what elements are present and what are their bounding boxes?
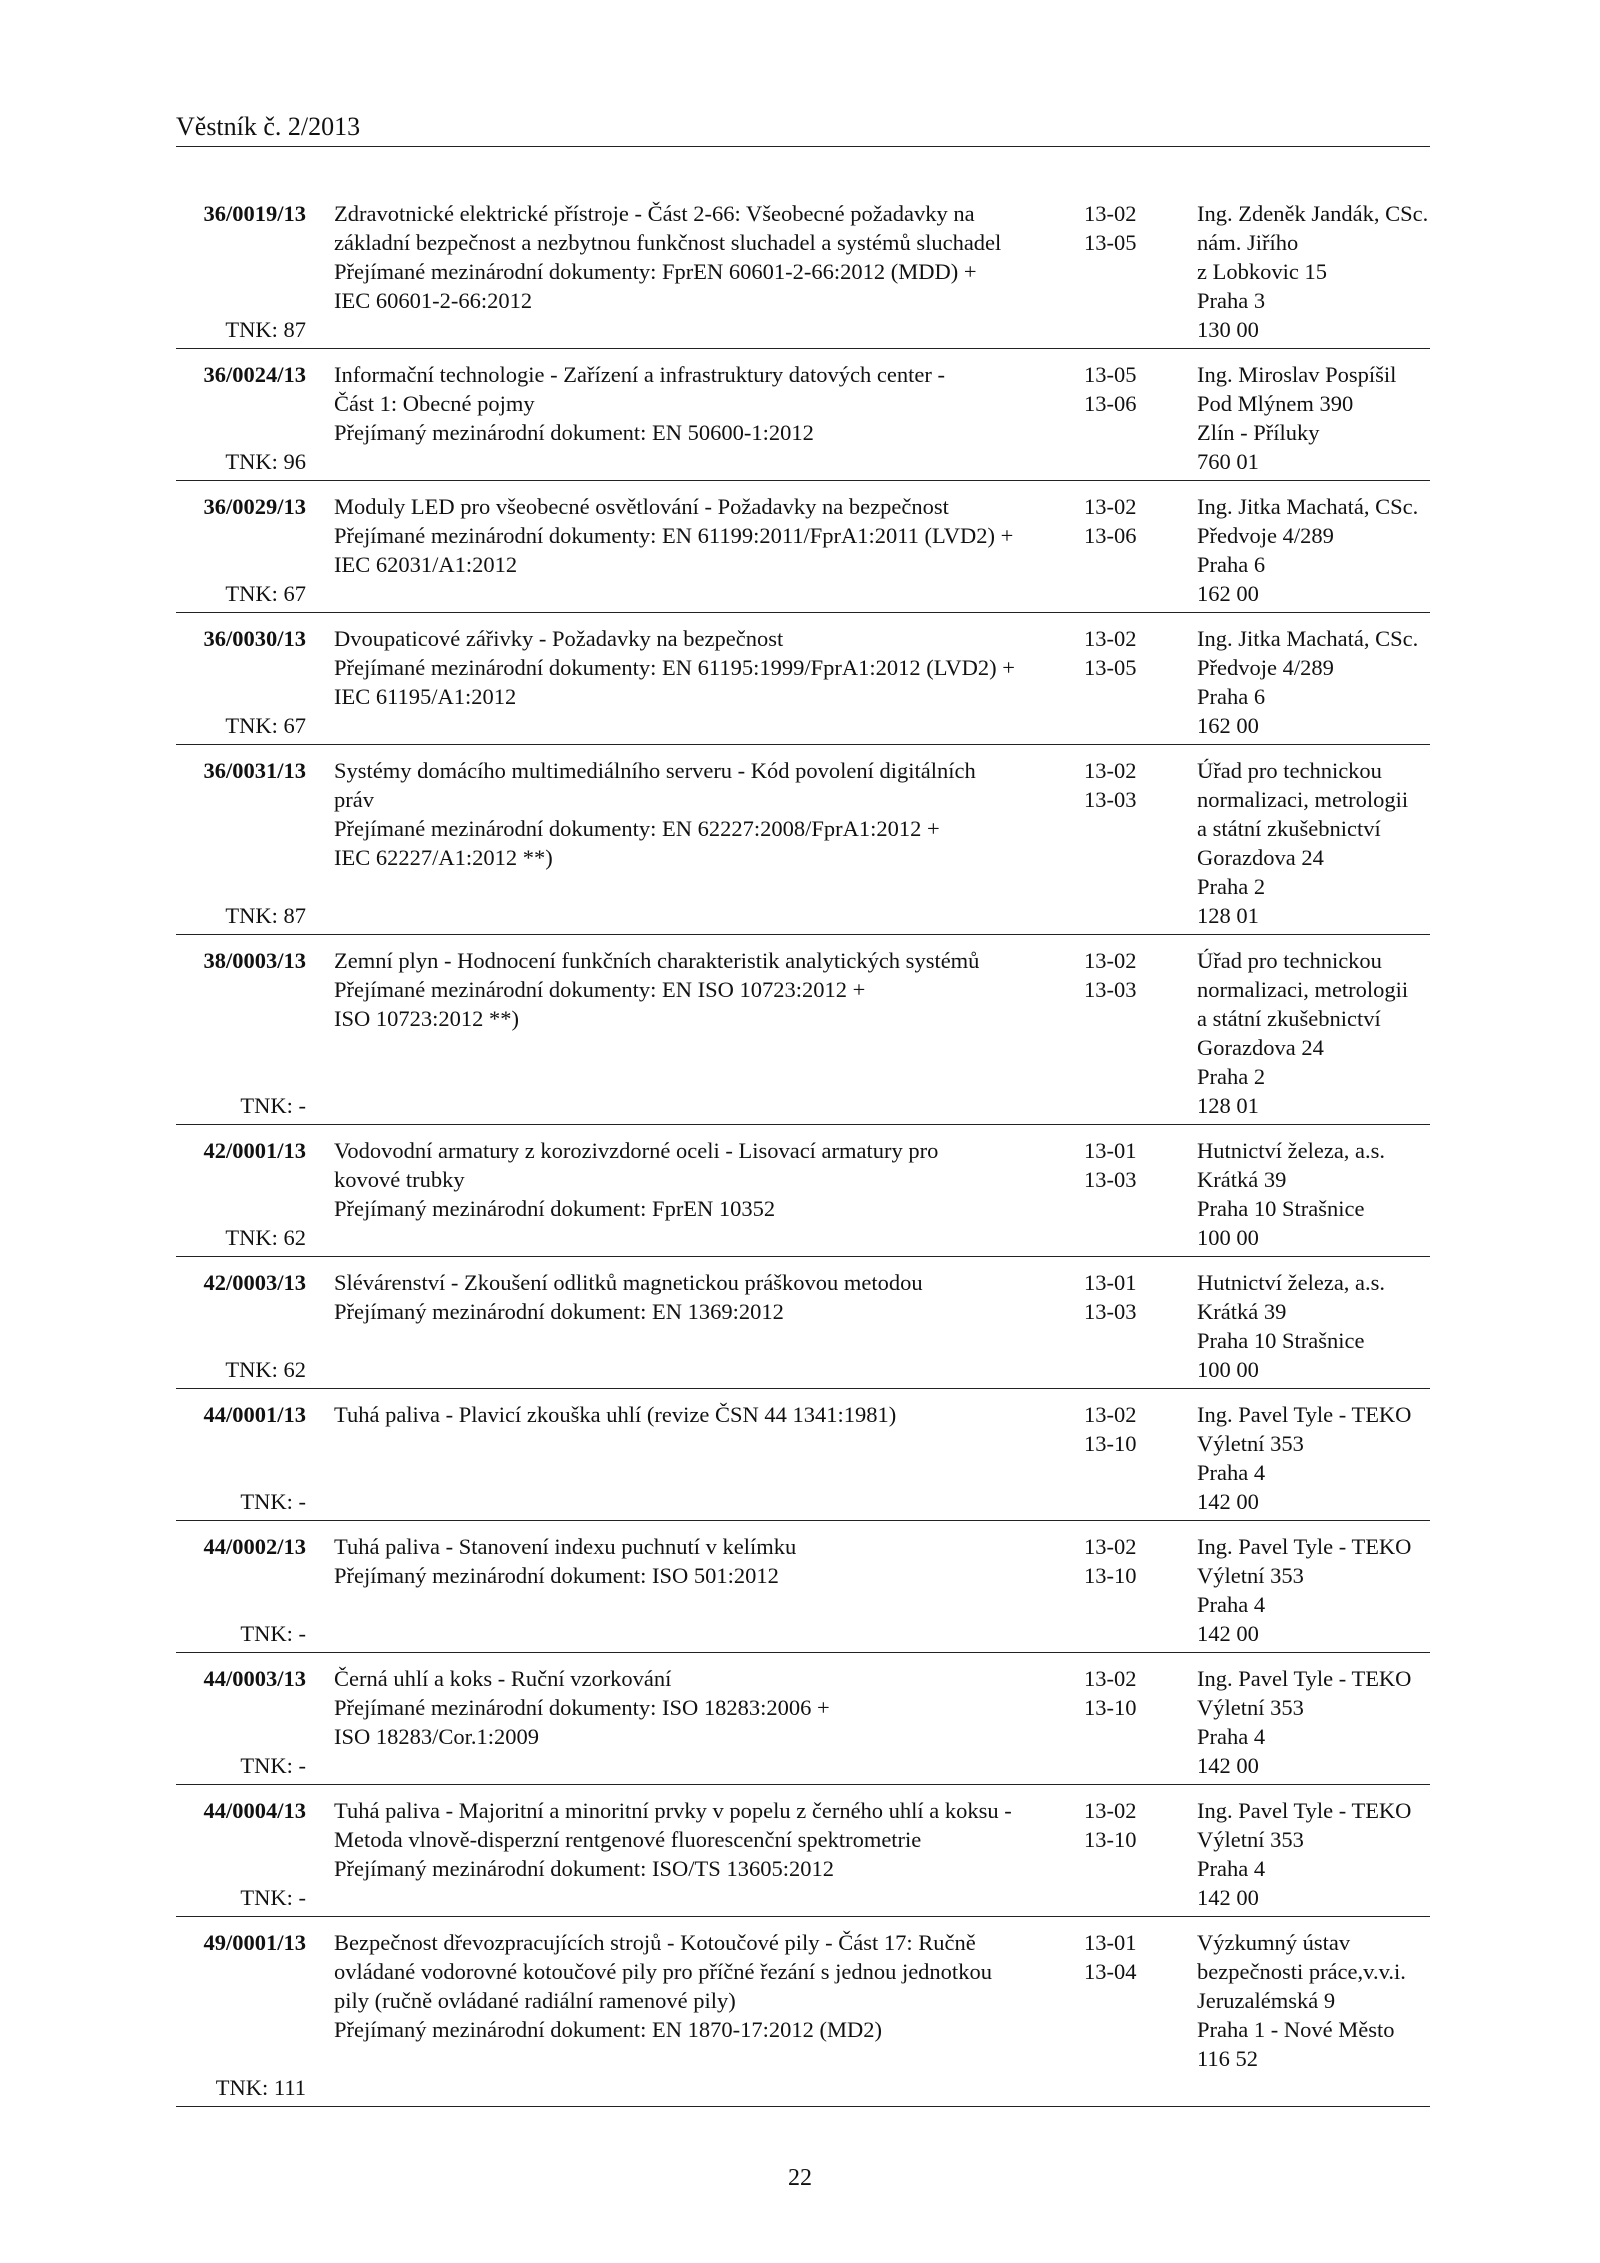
description-line: [334, 2044, 1234, 2073]
contact-line: Praha 2: [1197, 874, 1266, 899]
description-line: základní bezpečnost a nezbytnou funkčnost sluchadel a systémů sluchadel: [334, 230, 1002, 255]
contact-line: Výletní 353: [1197, 1563, 1304, 1588]
entry-codes: [1084, 1664, 1164, 1722]
contact-line: 100 00: [1197, 1225, 1259, 1250]
contact-line: Ing. Jitka Machatá, CSc.: [1197, 626, 1419, 651]
description-line: [334, 901, 1234, 930]
contact-line: Ing. Pavel Tyle - TEKO: [1197, 1666, 1412, 1691]
contact-line: Ing. Jitka Machatá, CSc.: [1197, 494, 1419, 519]
entry-tnk: TNK: -: [240, 1621, 306, 1646]
contact-line: Ing. Zdeněk Jandák, CSc.: [1197, 201, 1429, 226]
standard-entry: [176, 1793, 1430, 1917]
standard-entry: [176, 621, 1430, 745]
entry-tnk: TNK: 87: [225, 317, 306, 342]
contact-line: nám. Jiřího: [1197, 230, 1299, 255]
description-line: [334, 711, 1234, 740]
description-line: Slévárenství - Zkoušení odlitků magnetickou práškovou metodou: [334, 1270, 923, 1295]
classification-code: 13-10: [1084, 1563, 1137, 1588]
description-line: [334, 872, 1234, 901]
classification-code: 13-02: [1084, 1666, 1137, 1691]
standard-entry: [176, 1397, 1430, 1521]
entry-id-column: [176, 1136, 306, 1252]
description-line: [334, 2073, 1234, 2102]
description-line: [334, 447, 1234, 476]
description-line: pily (ručně ovládané radiální ramenové pily): [334, 1988, 736, 2013]
description-line: [334, 1091, 1234, 1120]
standard-entry: [176, 753, 1430, 935]
contact-line: Výzkumný ústav: [1197, 1930, 1351, 1955]
contact-line: normalizaci, metrologii: [1197, 977, 1409, 1002]
entry-codes: [1084, 624, 1164, 682]
contact-line: 130 00: [1197, 317, 1259, 342]
description-line: Přejímané mezinárodní dokumenty: EN 61199:2011/FprA1:2011 (LVD2) +: [334, 523, 1014, 548]
contact-line: Praha 4: [1197, 1460, 1266, 1485]
description-line: IEC 62031/A1:2012: [334, 552, 518, 577]
contact-line: Pod Mlýnem 390: [1197, 391, 1354, 416]
header-divider: [176, 146, 1430, 147]
contact-line: 100 00: [1197, 1357, 1259, 1382]
standard-entry: [176, 196, 1430, 349]
entry-number: 42/0003/13: [203, 1270, 306, 1295]
entry-id-column: [176, 1400, 306, 1516]
entry-number: 44/0004/13: [203, 1798, 306, 1823]
description-line: [334, 1458, 1234, 1487]
description-line: Část 1: Obecné pojmy: [334, 391, 535, 416]
contact-line: Výletní 353: [1197, 1431, 1304, 1456]
entry-number: 36/0031/13: [203, 758, 306, 783]
description-line: [334, 1355, 1234, 1384]
description-line: [334, 1487, 1234, 1516]
description-line: Přejímaný mezinárodní dokument: EN 50600-1:2012: [334, 420, 814, 445]
entry-id-column: [176, 1796, 306, 1912]
classification-code: 13-03: [1084, 1167, 1137, 1192]
classification-code: 13-01: [1084, 1138, 1137, 1163]
classification-code: 13-05: [1084, 362, 1137, 387]
contact-line: Praha 4: [1197, 1592, 1266, 1617]
entry-codes: [1084, 360, 1164, 418]
contact-line: Úřad pro technickou: [1197, 948, 1382, 973]
entry-id-column: [176, 199, 306, 344]
entry-contact: [1197, 1796, 1437, 1912]
contact-line: Praha 6: [1197, 552, 1266, 577]
contact-line: 162 00: [1197, 581, 1259, 606]
standard-entry: [176, 1133, 1430, 1257]
entry-codes: [1084, 199, 1164, 257]
contact-line: 162 00: [1197, 713, 1259, 738]
contact-line: 142 00: [1197, 1621, 1259, 1646]
contact-line: Výletní 353: [1197, 1827, 1304, 1852]
description-line: IEC 62227/A1:2012 **): [334, 845, 553, 870]
classification-code: 13-06: [1084, 523, 1137, 548]
contact-line: Ing. Pavel Tyle - TEKO: [1197, 1402, 1412, 1427]
entry-number: 36/0029/13: [203, 494, 306, 519]
description-line: [334, 1223, 1234, 1252]
entry-id-column: [176, 492, 306, 608]
description-line: Metoda vlnově-disperzní rentgenové fluorescenční spektrometrie: [334, 1827, 922, 1852]
entry-tnk: TNK: 62: [225, 1357, 306, 1382]
description-line: ISO 18283/Cor.1:2009: [334, 1724, 540, 1749]
entry-id-column: [176, 756, 306, 930]
classification-code: 13-04: [1084, 1959, 1137, 1984]
contact-line: Ing. Pavel Tyle - TEKO: [1197, 1534, 1412, 1559]
contact-line: z Lobkovic 15: [1197, 259, 1327, 284]
contact-line: Praha 3: [1197, 288, 1266, 313]
description-line: ISO 10723:2012 **): [334, 1006, 519, 1031]
description-line: Přejímaný mezinárodní dokument: ISO/TS 13605:2012: [334, 1856, 834, 1881]
standards-list: [176, 196, 1430, 2107]
entry-number: 36/0024/13: [203, 362, 306, 387]
entry-tnk: TNK: -: [240, 1885, 306, 1910]
description-line: Vodovodní armatury z korozivzdorné oceli - Lisovací armatury pro: [334, 1138, 939, 1163]
entry-codes: [1084, 1796, 1164, 1854]
entry-codes: [1084, 756, 1164, 814]
entry-number: 38/0003/13: [203, 948, 306, 973]
contact-line: Praha 2: [1197, 1064, 1266, 1089]
description-line: Tuhá paliva - Majoritní a minoritní prvky v popelu z černého uhlí a koksu -: [334, 1798, 1012, 1823]
entry-id-column: [176, 1268, 306, 1384]
description-line: Přejímaný mezinárodní dokument: ISO 501:2012: [334, 1563, 779, 1588]
classification-code: 13-03: [1084, 977, 1137, 1002]
description-line: [334, 1751, 1234, 1780]
entry-tnk: TNK: 67: [225, 581, 306, 606]
entry-codes: [1084, 492, 1164, 550]
contact-line: 128 01: [1197, 903, 1259, 928]
contact-line: Předvoje 4/289: [1197, 523, 1334, 548]
contact-line: Krátká 39: [1197, 1299, 1287, 1324]
entry-codes: [1084, 1532, 1164, 1590]
entry-contact: [1197, 360, 1437, 476]
contact-line: Jeruzalémská 9: [1197, 1988, 1336, 2013]
description-line: [334, 1590, 1234, 1619]
contact-line: a státní zkušebnictví: [1197, 816, 1381, 841]
classification-code: 13-05: [1084, 655, 1137, 680]
entry-tnk: TNK: 111: [215, 2075, 306, 2100]
classification-code: 13-05: [1084, 230, 1137, 255]
description-line: [334, 1033, 1234, 1062]
description-line: [334, 1619, 1234, 1648]
description-line: Přejímané mezinárodní dokumenty: ISO 18283:2006 +: [334, 1695, 830, 1720]
contact-line: Praha 1 - Nové Město: [1197, 2017, 1395, 2042]
page-number: 22: [788, 2165, 812, 2191]
classification-code: 13-02: [1084, 1402, 1137, 1427]
classification-code: 13-02: [1084, 626, 1137, 651]
description-line: Přejímaný mezinárodní dokument: EN 1369:2012: [334, 1299, 784, 1324]
description-line: [334, 1883, 1234, 1912]
description-line: Přejímané mezinárodní dokumenty: FprEN 60601-2-66:2012 (MDD) +: [334, 259, 977, 284]
contact-line: Praha 4: [1197, 1856, 1266, 1881]
entry-id-column: [176, 1928, 306, 2102]
description-line: Informační technologie - Zařízení a infrastruktury datových center -: [334, 362, 945, 387]
entry-contact: [1197, 492, 1437, 608]
description-line: Zdravotnické elektrické přístroje - Část 2-66: Všeobecné požadavky na: [334, 201, 975, 226]
contact-line: Zlín - Příluky: [1197, 420, 1320, 445]
description-line: Přejímané mezinárodní dokumenty: EN 62227:2008/FprA1:2012 +: [334, 816, 940, 841]
entry-contact: [1197, 1136, 1437, 1252]
entry-number: 49/0001/13: [203, 1930, 306, 1955]
contact-line: Hutnictví železa, a.s.: [1197, 1270, 1386, 1295]
standard-entry: [176, 1925, 1430, 2107]
contact-line: a státní zkušebnictví: [1197, 1006, 1381, 1031]
contact-line: Praha 10 Strašnice: [1197, 1328, 1365, 1353]
entry-number: 36/0030/13: [203, 626, 306, 651]
classification-code: 13-02: [1084, 494, 1137, 519]
standard-entry: [176, 357, 1430, 481]
description-line: [334, 1326, 1234, 1355]
entry-number: 44/0002/13: [203, 1534, 306, 1559]
contact-line: 760 01: [1197, 449, 1259, 474]
contact-line: Gorazdova 24: [1197, 1035, 1324, 1060]
entry-tnk: TNK: -: [240, 1093, 306, 1118]
classification-code: 13-03: [1084, 787, 1137, 812]
contact-line: 142 00: [1197, 1489, 1259, 1514]
entry-tnk: TNK: 62: [225, 1225, 306, 1250]
classification-code: 13-10: [1084, 1827, 1137, 1852]
entry-contact: [1197, 1928, 1437, 2073]
description-line: Přejímané mezinárodní dokumenty: EN ISO 10723:2012 +: [334, 977, 866, 1002]
contact-line: Praha 4: [1197, 1724, 1266, 1749]
entry-id-column: [176, 1664, 306, 1780]
contact-line: Ing. Miroslav Pospíšil: [1197, 362, 1397, 387]
entry-number: 36/0019/13: [203, 201, 306, 226]
standard-entry: [176, 489, 1430, 613]
entry-tnk: TNK: -: [240, 1489, 306, 1514]
description-line: Bezpečnost dřevozpracujících strojů - Kotoučové pily - Část 17: Ručně: [334, 1930, 976, 1955]
description-line: Přejímané mezinárodní dokumenty: EN 61195:1999/FprA1:2012 (LVD2) +: [334, 655, 1015, 680]
standard-entry: [176, 1265, 1430, 1389]
description-line: Přejímaný mezinárodní dokument: EN 1870-17:2012 (MD2): [334, 2017, 883, 2042]
entry-contact: [1197, 1664, 1437, 1780]
contact-line: 142 00: [1197, 1753, 1259, 1778]
classification-code: 13-03: [1084, 1299, 1137, 1324]
entry-tnk: TNK: 67: [225, 713, 306, 738]
description-line: IEC 61195/A1:2012: [334, 684, 517, 709]
contact-line: Gorazdova 24: [1197, 845, 1324, 870]
entry-number: 42/0001/13: [203, 1138, 306, 1163]
standard-entry: [176, 943, 1430, 1125]
description-line: Tuhá paliva - Plavicí zkouška uhlí (revize ČSN 44 1341:1981): [334, 1402, 897, 1427]
description-line: práv: [334, 787, 374, 812]
description-line: Tuhá paliva - Stanovení indexu puchnutí v kelímku: [334, 1534, 797, 1559]
entry-codes: [1084, 1136, 1164, 1194]
contact-line: Praha 10 Strašnice: [1197, 1196, 1365, 1221]
standard-entry: [176, 1529, 1430, 1653]
entry-codes: [1084, 946, 1164, 1004]
classification-code: 13-01: [1084, 1930, 1137, 1955]
contact-line: Praha 6: [1197, 684, 1266, 709]
entry-tnk: TNK: 87: [225, 903, 306, 928]
entry-contact: [1197, 624, 1437, 740]
classification-code: 13-02: [1084, 758, 1137, 783]
entry-codes: [1084, 1400, 1164, 1458]
classification-code: 13-06: [1084, 391, 1137, 416]
contact-line: normalizaci, metrologii: [1197, 787, 1409, 812]
description-line: kovové trubky: [334, 1167, 465, 1192]
contact-line: 142 00: [1197, 1885, 1259, 1910]
contact-line: Hutnictví železa, a.s.: [1197, 1138, 1386, 1163]
standard-entry: [176, 1661, 1430, 1785]
contact-line: 128 01: [1197, 1093, 1259, 1118]
entry-contact: [1197, 1532, 1437, 1648]
contact-line: Úřad pro technickou: [1197, 758, 1382, 783]
contact-line: Krátká 39: [1197, 1167, 1287, 1192]
entry-tnk: TNK: 96: [225, 449, 306, 474]
description-line: Přejímaný mezinárodní dokument: FprEN 10352: [334, 1196, 776, 1221]
entry-contact: [1197, 1268, 1437, 1384]
contact-line: Výletní 353: [1197, 1695, 1304, 1720]
classification-code: 13-10: [1084, 1431, 1137, 1456]
classification-code: 13-02: [1084, 948, 1137, 973]
contact-line: 116 52: [1197, 2046, 1259, 2071]
description-line: [334, 579, 1234, 608]
entry-contact: [1197, 199, 1437, 344]
contact-line: Předvoje 4/289: [1197, 655, 1334, 680]
entry-id-column: [176, 1532, 306, 1648]
description-line: [334, 315, 1234, 344]
entry-number: 44/0003/13: [203, 1666, 306, 1691]
entry-tnk: TNK: -: [240, 1753, 306, 1778]
entry-codes: [1084, 1268, 1164, 1326]
description-line: Zemní plyn - Hodnocení funkčních charakteristik analytických systémů: [334, 948, 980, 973]
classification-code: 13-01: [1084, 1270, 1137, 1295]
contact-line: bezpečnosti práce,v.v.i.: [1197, 1959, 1406, 1984]
description-line: IEC 60601-2-66:2012: [334, 288, 533, 313]
description-line: Moduly LED pro všeobecné osvětlování - Požadavky na bezpečnost: [334, 494, 949, 519]
contact-line: Ing. Pavel Tyle - TEKO: [1197, 1798, 1412, 1823]
entry-contact: [1197, 756, 1437, 930]
classification-code: 13-02: [1084, 201, 1137, 226]
bulletin-title: Věstník č. 2/2013: [176, 112, 361, 141]
entry-number: 44/0001/13: [203, 1402, 306, 1427]
classification-code: 13-10: [1084, 1695, 1137, 1720]
entry-contact: [1197, 946, 1437, 1120]
description-line: [334, 1062, 1234, 1091]
entry-id-column: [176, 624, 306, 740]
description-line: Dvoupaticové zářivky - Požadavky na bezpečnost: [334, 626, 784, 651]
entry-contact: [1197, 1400, 1437, 1516]
classification-code: 13-02: [1084, 1798, 1137, 1823]
entry-id-column: [176, 360, 306, 476]
classification-code: 13-02: [1084, 1534, 1137, 1559]
entry-codes: [1084, 1928, 1164, 1986]
entry-id-column: [176, 946, 306, 1120]
description-line: Systémy domácího multimediálního serveru - Kód povolení digitálních: [334, 758, 976, 783]
description-line: Černá uhlí a koks - Ruční vzorkování: [334, 1666, 672, 1691]
description-line: ovládané vodorovné kotoučové pily pro příčné řezání s jednou jednotkou: [334, 1959, 992, 1984]
